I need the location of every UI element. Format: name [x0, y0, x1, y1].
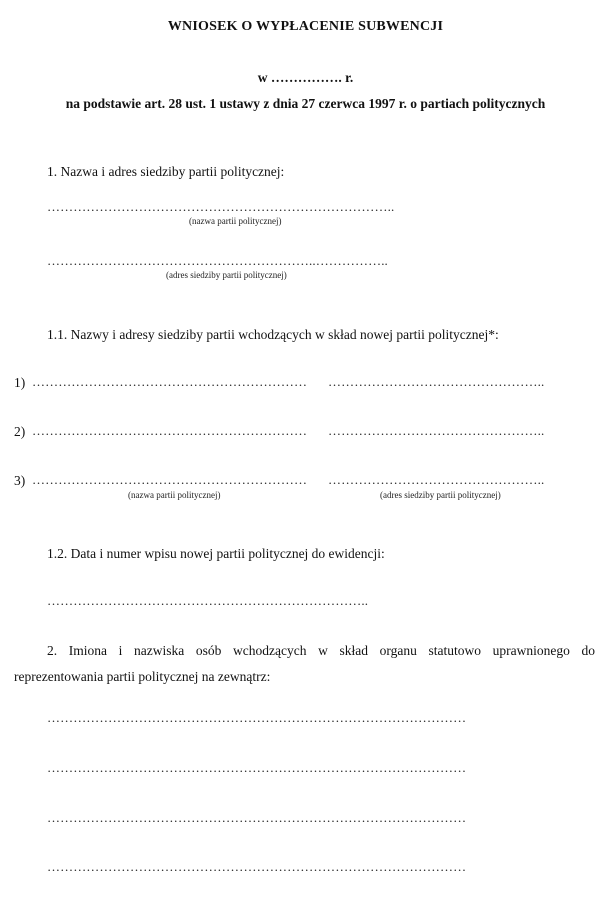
component-party-address-caption: (adres siedziby partii politycznej): [380, 490, 501, 500]
representative-line[interactable]: ……………………………………………………………………………………: [47, 859, 467, 874]
party-name-caption: (nazwa partii politycznej): [189, 216, 282, 226]
legal-basis: na podstawie art. 28 ust. 1 ustawy z dnia 27 czerwca 1997 r. o partiach politycznych: [65, 96, 546, 111]
row-number: 2): [14, 424, 26, 439]
component-party-name-line[interactable]: ………………………………………………………: [32, 472, 308, 487]
component-party-name-line[interactable]: ………………………………………………………: [32, 374, 308, 389]
component-party-address-line[interactable]: …………………………………………..: [328, 472, 545, 487]
section2-heading-line1: 2. Imiona i nazwiska osób wchodzących w skład organu statutowo uprawnionego do: [47, 643, 595, 658]
component-party-name-caption: (nazwa partii politycznej): [128, 490, 221, 500]
section2-heading-line2: reprezentowania partii politycznej na zewnątrz:: [14, 669, 271, 684]
document-title: WNIOSEK O WYPŁACENIE SUBWENCJI: [167, 19, 444, 34]
party-address-line[interactable]: ……………………………………………………..……………..: [47, 253, 388, 268]
row-number: 1): [14, 375, 26, 390]
section1-2-heading: 1.2. Data i numer wpisu nowej partii politycznej do ewidencji:: [47, 546, 385, 561]
component-party-address-line[interactable]: …………………………………………..: [328, 374, 545, 389]
representative-line[interactable]: ……………………………………………………………………………………: [47, 810, 467, 825]
registration-line[interactable]: ………………………………………………………………..: [47, 593, 369, 608]
section1-1-heading: 1.1. Nazwy i adresy siedziby partii wchodzących w skład nowej partii politycznej*:: [47, 327, 499, 342]
year-line: w ……………. r.: [257, 70, 354, 85]
party-address-caption: (adres siedziby partii politycznej): [166, 270, 287, 280]
representative-line[interactable]: ……………………………………………………………………………………: [47, 760, 467, 775]
row-number: 3): [14, 473, 26, 488]
party-name-line[interactable]: ……………………………………………………………………..: [47, 199, 395, 214]
component-party-name-line[interactable]: ………………………………………………………: [32, 423, 308, 438]
representative-line[interactable]: ……………………………………………………………………………………: [47, 710, 467, 725]
section1-heading: 1. Nazwa i adres siedziby partii politycznej:: [47, 164, 285, 179]
component-party-address-line[interactable]: …………………………………………..: [328, 423, 545, 438]
